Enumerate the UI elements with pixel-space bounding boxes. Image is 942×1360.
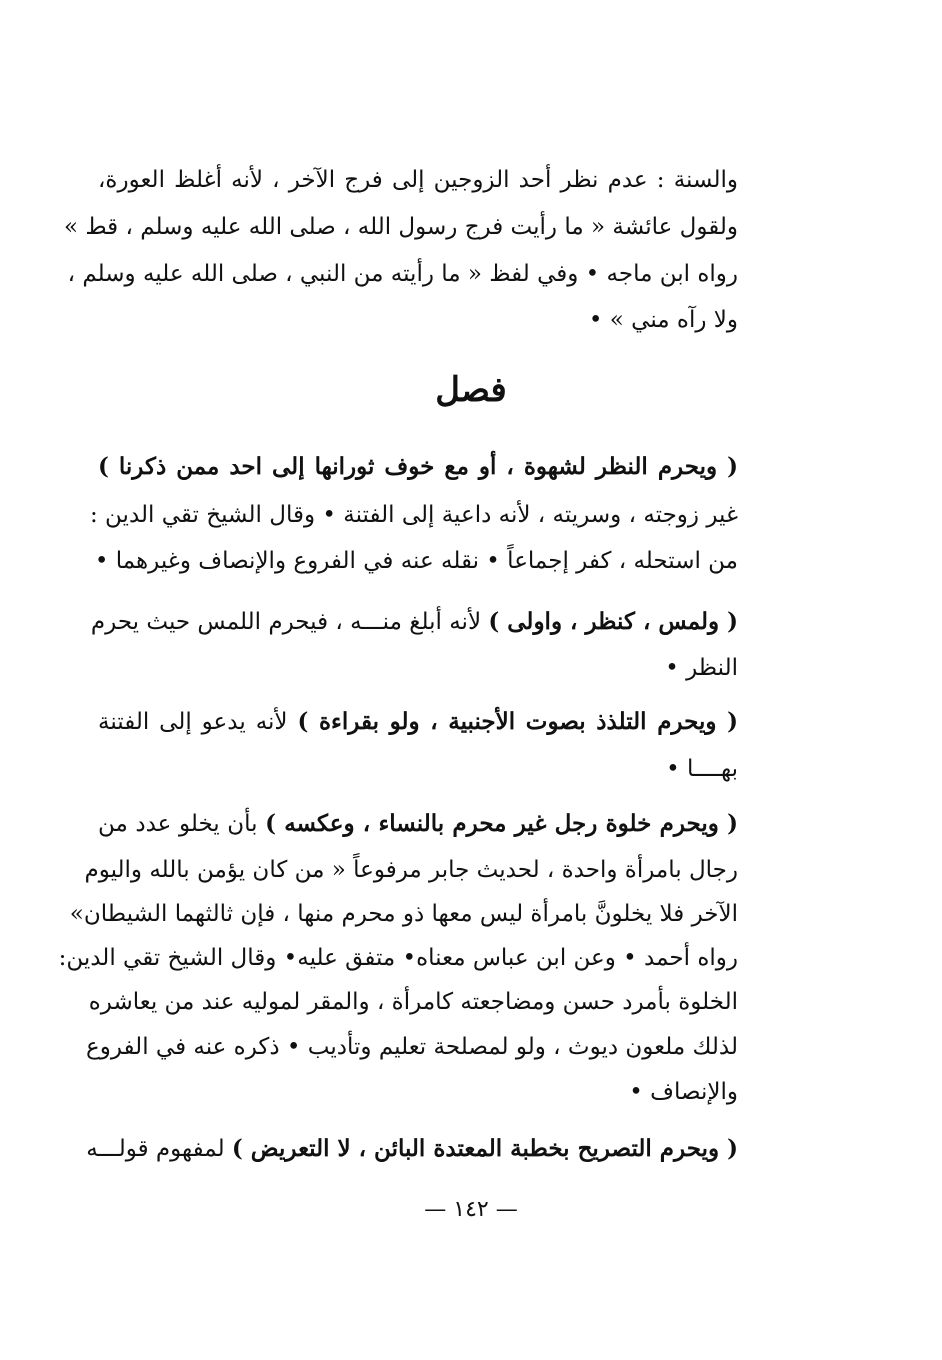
bold-rule-line: ( ويحرم النظر لشهوة ، أو مع خوف ثورانها إلى احد ممن ذكرنا ) — [98, 453, 738, 480]
text-line: ولا رآه مني » • — [588, 307, 738, 333]
text-line: رواه أحمد • وعن ابن عباس معناه• متفق عليه• وقال الشيخ تقي الدين: — [58, 945, 738, 971]
rule-explanation: لأنه يدعو إلى الفتنة — [98, 709, 288, 735]
text-line: والسنة : عدم نظر أحد الزوجين إلى فرج الآخر ، لأنه أغلظ العورة، — [98, 167, 738, 193]
bold-rule: ( ولمس ، كنظر ، واولى ) — [488, 608, 738, 635]
text-line: رجال بامرأة واحدة ، لحديث جابر مرفوعاً « من كان يؤمن بالله واليوم — [84, 857, 738, 883]
bold-rule: ( ويحرم خلوة رجل غير محرم بالنساء ، وعكسه ) — [265, 810, 739, 837]
rule-explanation: بأن يخلو عدد من — [98, 811, 258, 837]
text-line: بهــــا • — [666, 756, 738, 782]
rule-explanation: لمفهوم قولـــه — [86, 1136, 225, 1162]
text-line: ولقول عائشة « ما رأيت فرج رسول الله ، صلى الله عليه وسلم ، قط » — [63, 214, 738, 240]
text-line: رواه ابن ماجه • وفي لفظ « ما رأيته من النبي ، صلى الله عليه وسلم ، — [67, 261, 738, 287]
text-line — [98, 700, 738, 744]
text-line: لذلك ملعون ديوث ، ولو لمصلحة تعليم وتأديب • ذكره عنه في الفروع — [86, 1034, 738, 1060]
text-line: الخلوة بأمرد حسن ومضاجعته كامرأة ، والمقر لموليه عند من يعاشره — [88, 989, 738, 1015]
rule-explanation: لأنه أبلغ منـــه ، فيحرم اللمس حيث يحرم — [90, 609, 482, 635]
text-line — [98, 802, 738, 846]
text-line: من استحله ، كفر إجماعاً • نقله عنه في الفروع والإنصاف وغيرهما • — [94, 548, 738, 574]
text-line: الآخر فلا يخلونَّ بامرأة ليس معها ذو محرم منها ، فإن ثالثهما الشيطان» — [69, 901, 738, 927]
page-number: — ١٤٢ — — [424, 1197, 518, 1222]
text-line: والإنصاف • — [629, 1079, 738, 1105]
bold-rule: ( ويحرم التلذذ بصوت الأجنبية ، ولو بقراءة ) — [297, 708, 738, 735]
text-line — [86, 1127, 738, 1171]
text-line — [90, 600, 738, 644]
section-heading: فصل — [435, 370, 507, 410]
text-line: غير زوجته ، وسريته ، لأنه داعية إلى الفتنة • وقال الشيخ تقي الدين : — [89, 502, 738, 528]
text-line: النظر • — [665, 655, 738, 681]
bold-rule: ( ويحرم التصريح بخطبة المعتدة البائن ، لا التعريض ) — [231, 1135, 738, 1162]
